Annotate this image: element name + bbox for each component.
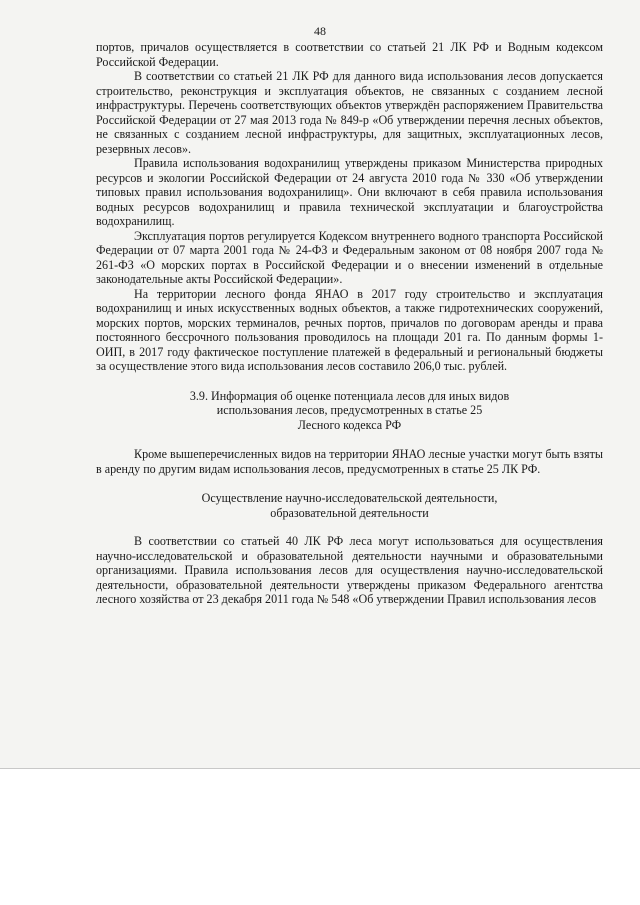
paragraph: В соответствии со статьей 21 ЛК РФ для данного вида использования лесов допускается строительство, реконструкция и эксплуатация объектов, не связанных с созданием лесной инфраструктуры. Перечень соответствующих объектов утверждён распоряжением Правительства Российской Федерации от 27 мая 2013 года № 849-р «Об утверждении перечня лесных объектов, не связанных с созданием лесной инфраструктуры, для защитных, эксплуатационных лесов, резервных лесов».	[96, 69, 603, 156]
paragraph: портов, причалов осуществляется в соответствии со статьей 21 ЛК РФ и Водным кодексом Российской Федерации.	[96, 40, 603, 69]
page-number: 48	[314, 24, 326, 38]
section-heading-line: образовательной деятельности	[270, 505, 429, 520]
section-heading-line: Лесного кодекса РФ	[297, 417, 402, 432]
section-heading-line: 3.9. Информация об оценке потенциала лесов для иных видов	[189, 388, 510, 403]
section-heading-line: Осуществление научно-исследовательской деятельности,	[201, 491, 498, 505]
paragraph: В соответствии со статьей 40 ЛК РФ леса могут использоваться для осуществления научно-исследовательской и образовательной деятельности научными и образовательными организациями. Правила использования лесов для осуществления научно-исследовательской деятельности, образовательной деятельности утверждены приказом Федерального агентства лесного хозяйства от 23 декабря 2011 года № 548 «Об утверждении Правил использования лесов	[96, 534, 603, 606]
spacer	[96, 374, 603, 389]
paragraph: Кроме вышеперечисленных видов на территории ЯНАО лесные участки могут быть взяты в аренду по другим видам использования лесов, предусмотренных в статье 25 ЛК РФ.	[96, 447, 603, 476]
section-heading-line: использования лесов, предусмотренных в статье 25	[216, 403, 483, 417]
page-body	[96, 40, 603, 607]
spacer	[96, 476, 603, 491]
paragraph: На территории лесного фонда ЯНАО в 2017 году строительство и эксплуатация водохранилищ и иных искусственных водных объектов, а также гидротехнических сооружений, морских портов, морских терминалов, речных портов, причалов по договорам аренды и права постоянного бессрочного пользования проводилось на площади 201 га. По данным формы 1-ОИП, в 2017 году фактическое поступление платежей в федеральный и региональный бюджеты за осуществление этого вида использования лесов составило 206,0 тыс. рублей.	[96, 286, 603, 373]
paragraph: Правила использования водохранилищ утверждены приказом Министерства природных ресурсов и экологии Российской Федерации от 24 августа 2010 года № 330 «Об утверждении типовых правил использования водохранилищ». Они включают в себя правила использования водных ресурсов водохранилищ и правила технической эксплуатации и благоустройства водохранилищ.	[96, 156, 603, 228]
section-heading	[96, 491, 603, 520]
spacer	[96, 520, 603, 534]
paragraph: Эксплуатация портов регулируется Кодексом внутреннего водного транспорта Российской Федерации от 07 марта 2001 года № 24-ФЗ и Федеральным законом от 08 ноября 2007 года № 261-ФЗ «О морских портах в Российской Федерации и о внесении изменений в отдельные законодательные акты Российской Федерации».	[96, 228, 603, 286]
section-heading	[96, 389, 603, 433]
spacer	[96, 432, 603, 447]
